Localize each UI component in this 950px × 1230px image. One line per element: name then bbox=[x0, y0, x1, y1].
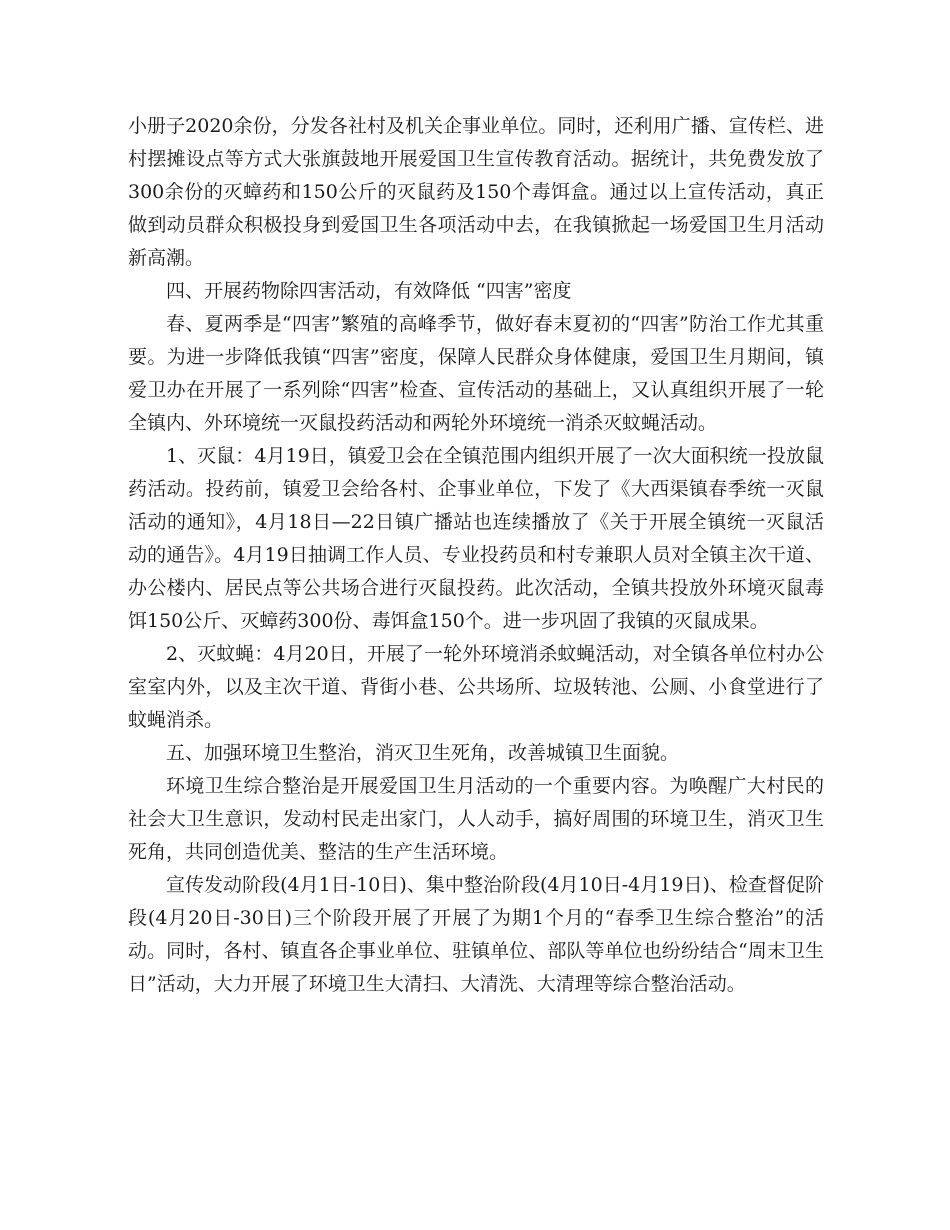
paragraph-leaflets: 小册子2020余份，分发各社村及机关企事业单位。同时，还利用广播、宣传栏、进村摆摊设点等方式大张旗鼓地开展爱国卫生宣传教育活动。据统计，共免费发放了300余份的灭蟑药和150公斤的灭鼠药及150个毒饵盒。通过以上宣传活动，真正做到动员群众积极投身到爱国卫生各项活动中去，在我镇掀起一场爱国卫生月活动新高潮。 bbox=[128, 115, 824, 269]
paragraph-four-pests: 春、夏两季是“四害”繁殖的高峰季节，做好春末夏初的“四害”防治工作尤其重要。为进一步降低我镇“四害”密度，保障人民群众身体健康，爱国卫生月期间，镇爱卫办在开展了一系列除“四害”检查、宣传活动的基础上，又认真组织开展了一轮全镇内、外环境统一灭鼠投药活动和两轮外环境统一消杀灭蚊蝇活动。 bbox=[128, 313, 824, 434]
paragraph-mosquito-control: 2、灭蚊蝇：4月20日，开展了一轮外环境消杀蚊蝇活动，对全镇各单位村办公室室内外，以及主次干道、背街小巷、公共场所、垃圾转池、公厕、小食堂进行了蚊蝇消杀。 bbox=[128, 643, 824, 731]
paragraph-rodent-control: 1、灭鼠：4月19日，镇爱卫会在全镇范围内组织开展了一次大面积统一投放鼠药活动。投药前，镇爱卫会给各村、企事业单位，下发了《大西渠镇春季统一灭鼠活动的通知》，4月18日—22日镇广播站也连续播放了《关于开展全镇统一灭鼠活动的通告》。4月19日抽调工作人员、专业投药员和村专兼职人员对全镇主次干道、办公楼内、居民点等公共场合进行灭鼠投药。此次活动，全镇共投放外环境灭鼠毒饵150公斤、灭蟑药300份、毒饵盒150个。进一步巩固了我镇的灭鼠成果。 bbox=[128, 445, 824, 632]
document-body bbox=[128, 110, 824, 1001]
paragraph-phases: 宣传发动阶段(4月1日-10日)、集中整治阶段(4月10日-4月19日)、检查督促阶段(4月20日-30日)三个阶段开展了开展了为期1个月的“春季卫生综合整治”的活动。同时，各村、镇直各企事业单位、驻镇单位、部队等单位也纷纷结合“周末卫生日”活动，大力开展了环境卫生大清扫、大清洗、大清理等综合整治活动。 bbox=[128, 874, 824, 995]
section-heading-four: 四、开展药物除四害活动，有效降低 “四害”密度 bbox=[166, 280, 572, 302]
section-heading-five: 五、加强环境卫生整治，消灭卫生死角，改善城镇卫生面貌。 bbox=[166, 742, 680, 764]
paragraph-environment: 环境卫生综合整治是开展爱国卫生月活动的一个重要内容。为唤醒广大村民的社会大卫生意识，发动村民走出家门，人人动手，搞好周围的环境卫生，消灭卫生死角，共同创造优美、整洁的生产生活环境。 bbox=[128, 775, 824, 863]
